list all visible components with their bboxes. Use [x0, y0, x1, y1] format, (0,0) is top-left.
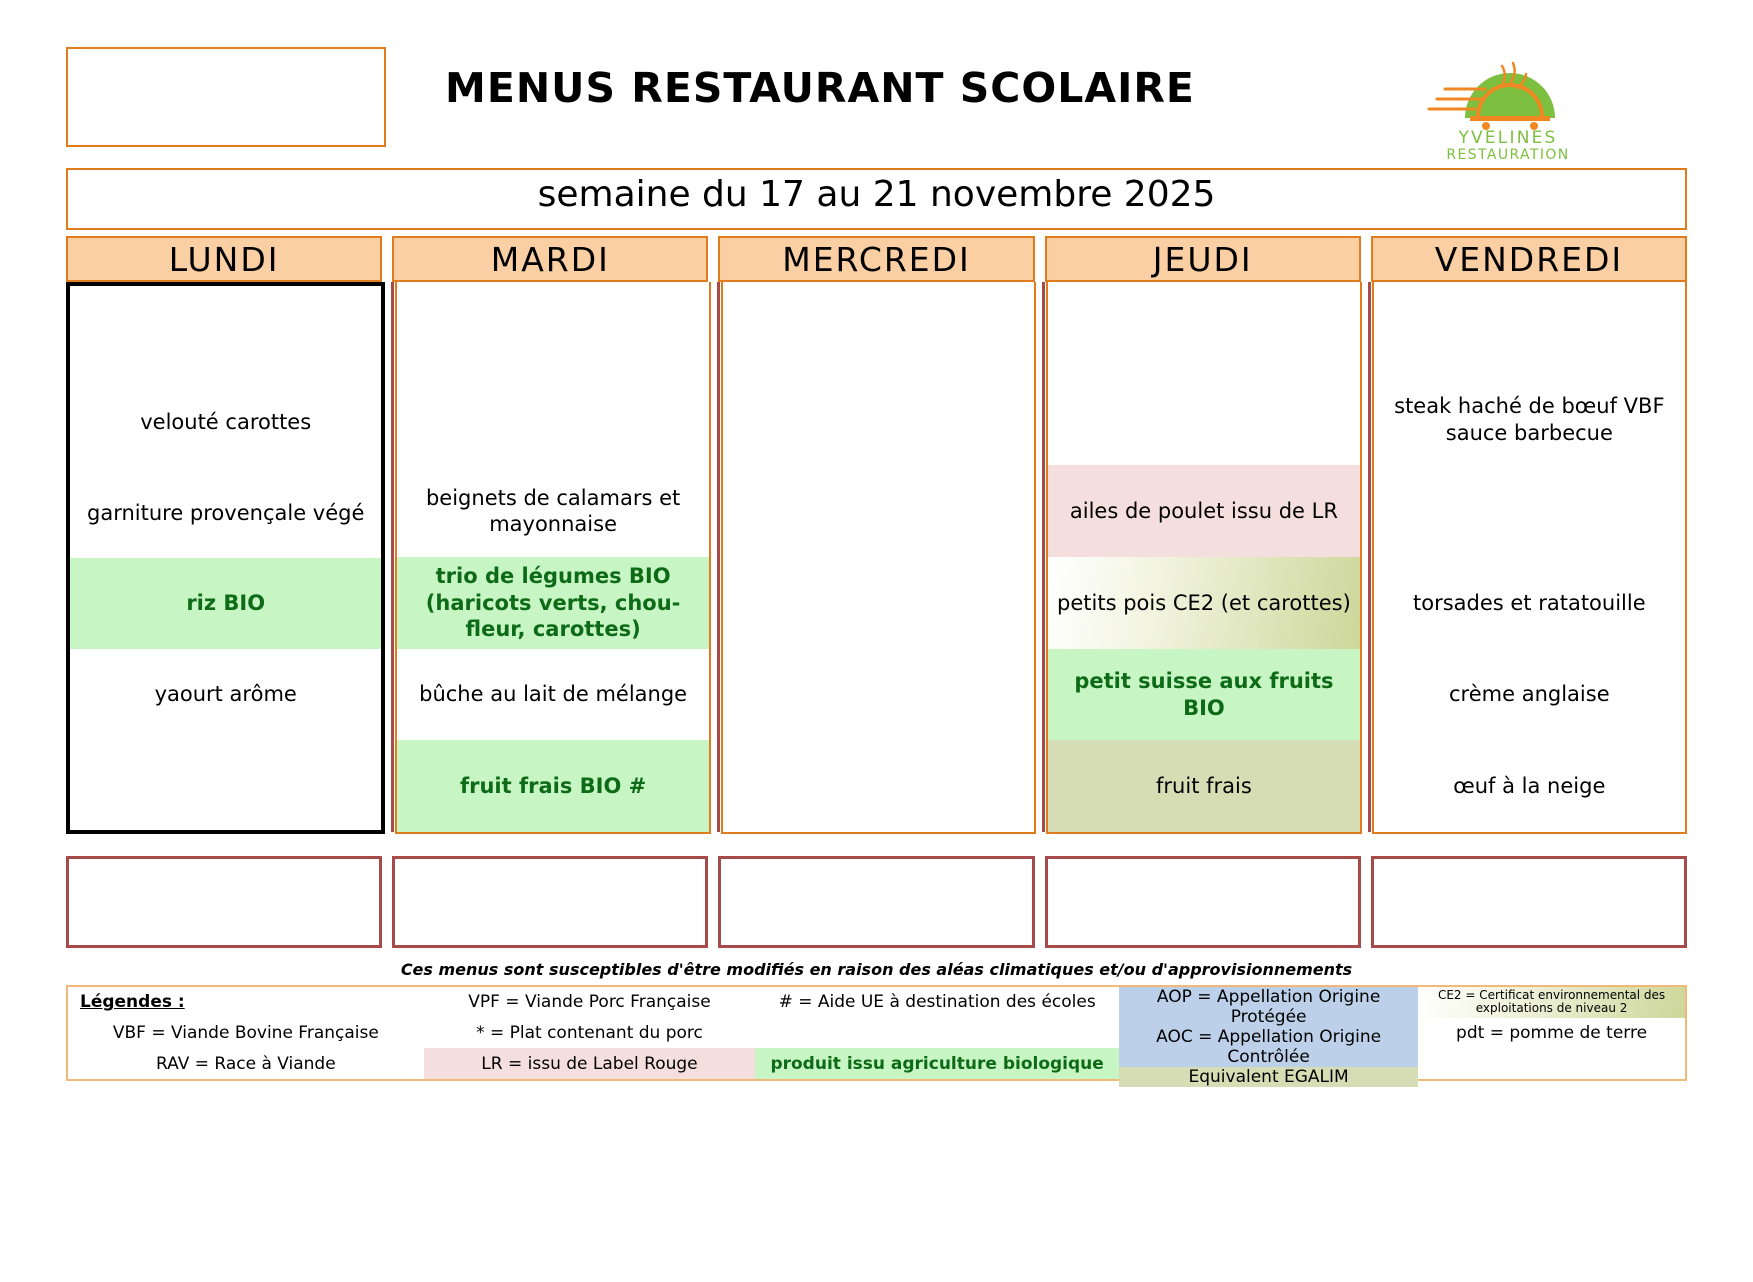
menu-slot-mardi-3 [397, 557, 708, 649]
menu-slot-jeudi-3 [1048, 557, 1359, 649]
notes-cell-jeudi [1045, 856, 1361, 948]
day-header-lundi: LUNDI [66, 236, 382, 282]
day-header-mercredi: MERCREDI [718, 236, 1034, 282]
disclaimer-text: Ces menus sont susceptibles d'être modifiés en raison des aléas climatiques et/ou d'approvisionnements [400, 960, 1353, 979]
day-header-mardi: MARDI [392, 236, 708, 282]
menu-column-mardi [395, 282, 710, 834]
menu-item-text: velouté carottes [140, 409, 312, 434]
menu-page [0, 42, 1753, 1282]
menu-slot-lundi-1 [70, 377, 381, 468]
notes-cell-mardi [392, 856, 708, 948]
legend-cell-col5-0: CE2 = Certificat environnemental des exploitations de niveau 2 [1418, 987, 1685, 1018]
legend-column-4 [1119, 987, 1418, 1087]
menu-grid [66, 282, 1687, 834]
notes-cell-mercredi [718, 856, 1034, 948]
legend-column-5 [1418, 987, 1685, 1079]
menu-item-text: garniture provençale végé [87, 500, 365, 525]
column-rule [391, 282, 394, 832]
menu-slot-vendredi-2 [1374, 465, 1685, 557]
menu-slot-lundi-4 [70, 649, 381, 740]
legend-cell-col4-0: AOP = Appellation Origine Protégée [1119, 987, 1418, 1027]
column-rule [717, 282, 720, 832]
menu-column-mercredi [721, 282, 1036, 834]
page-header [0, 42, 1753, 162]
menu-slot-vendredi-5 [1374, 740, 1685, 832]
menu-slot-jeudi-0 [1048, 282, 1359, 374]
menu-slot-lundi-5 [70, 739, 381, 830]
menu-column-vendredi [1372, 282, 1687, 834]
menu-item-text: petit suisse aux fruits BIO [1074, 669, 1334, 720]
menu-item-text: œuf à la neige [1453, 774, 1606, 799]
notes-cell-vendredi [1371, 856, 1687, 948]
menu-slot-lundi-3 [70, 558, 381, 649]
menu-slot-mercredi-0 [723, 282, 1034, 374]
page-title: MENUS RESTAURANT SCOLAIRE [445, 64, 1195, 112]
school-logo-placeholder-box [66, 47, 386, 147]
menu-slot-lundi-0 [70, 286, 381, 377]
menu-slot-mercredi-5 [723, 740, 1034, 832]
menu-slot-mercredi-3 [723, 557, 1034, 649]
menu-item-text: steak haché de bœuf VBF sauce barbecue [1394, 394, 1665, 445]
legend-column-1 [68, 987, 424, 1079]
legend-cell-col1-2: RAV = Race à Viande [156, 1053, 336, 1074]
legend-cell-col4-2: Equivalent EGALIM [1119, 1067, 1418, 1087]
menu-item-text: yaourt arôme [154, 681, 297, 706]
menu-slot-mercredi-4 [723, 649, 1034, 741]
menu-slot-mardi-1 [397, 374, 708, 466]
legend-table [66, 985, 1687, 1087]
legend-cell-col1-1: VBF = Viande Bovine Française [112, 1023, 379, 1043]
menu-item-text: fruit frais [1156, 774, 1252, 799]
week-label: semaine du 17 au 21 novembre 2025 [537, 174, 1216, 215]
logo-name-line1: YVELINES [1458, 128, 1558, 148]
menu-slot-vendredi-4 [1374, 649, 1685, 741]
legend-cell-col3-2: produit issu agriculture biologique [755, 1048, 1119, 1079]
menu-item-text: torsades et ratatouille [1413, 590, 1646, 615]
day-header-row [66, 236, 1687, 282]
menu-slot-jeudi-2 [1048, 465, 1359, 557]
column-rule [1042, 282, 1045, 832]
legend-cell-col3-0: # = Aide UE à destination des écoles [778, 992, 1096, 1013]
menu-slot-mardi-4 [397, 649, 708, 741]
legend-cell-col1-0: Légendes : [80, 992, 185, 1013]
day-header-jeudi: JEUDI [1045, 236, 1361, 282]
menu-item-text: petits pois CE2 (et carottes) [1057, 590, 1351, 615]
menu-slot-mercredi-1 [723, 374, 1034, 466]
menu-slot-mardi-2 [397, 465, 708, 557]
legend-cell-col2-1: * = Plat contenant du porc [476, 1023, 703, 1043]
menu-item-text: trio de légumes BIO (haricots verts, chou-fleur, carottes) [425, 564, 681, 641]
notes-row [66, 856, 1687, 948]
menu-slot-mardi-0 [397, 282, 708, 374]
menu-item-text: riz BIO [186, 591, 266, 616]
menu-item-text: bûche au lait de mélange [419, 682, 688, 707]
logo-name-line2: RESTAURATION [1446, 147, 1570, 163]
menu-slot-jeudi-5 [1048, 740, 1359, 832]
menu-item-text: fruit frais BIO # [459, 774, 647, 799]
menu-slot-vendredi-0 [1374, 282, 1685, 374]
menu-column-lundi [66, 282, 385, 834]
week-banner [66, 168, 1687, 230]
legend-cell-col3-1 [755, 1018, 1119, 1049]
menu-item-text: ailes de poulet issu de LR [1069, 499, 1338, 524]
day-header-vendredi: VENDREDI [1371, 236, 1687, 282]
legend-cell-col5-1: pdt = pomme de terre [1456, 1023, 1648, 1043]
menu-slot-lundi-2 [70, 467, 381, 558]
legend-column-3 [755, 987, 1119, 1079]
legend-cell-col2-0: VPF = Viande Porc Française [468, 992, 711, 1013]
notes-cell-lundi [66, 856, 382, 948]
legend-cell-col4-1: AOC = Appellation Origine Contrôlée [1119, 1027, 1418, 1067]
legend-cell-col5-2 [1418, 1048, 1685, 1079]
menu-column-jeudi [1046, 282, 1361, 834]
menu-item-text: crème anglaise [1449, 682, 1610, 707]
menu-slot-mercredi-2 [723, 465, 1034, 557]
menu-slot-vendredi-3 [1374, 557, 1685, 649]
menu-slot-vendredi-1 [1374, 374, 1685, 466]
column-rule [1368, 282, 1371, 832]
yvelines-restauration-logo [1423, 42, 1593, 167]
legend-column-2 [424, 987, 755, 1079]
menu-slot-mardi-5 [397, 740, 708, 832]
menu-slot-jeudi-4 [1048, 649, 1359, 741]
menu-item-text: beignets de calamars et mayonnaise [425, 485, 681, 537]
legend-cell-col2-2: LR = issu de Label Rouge [424, 1048, 755, 1079]
menu-slot-jeudi-1 [1048, 374, 1359, 466]
